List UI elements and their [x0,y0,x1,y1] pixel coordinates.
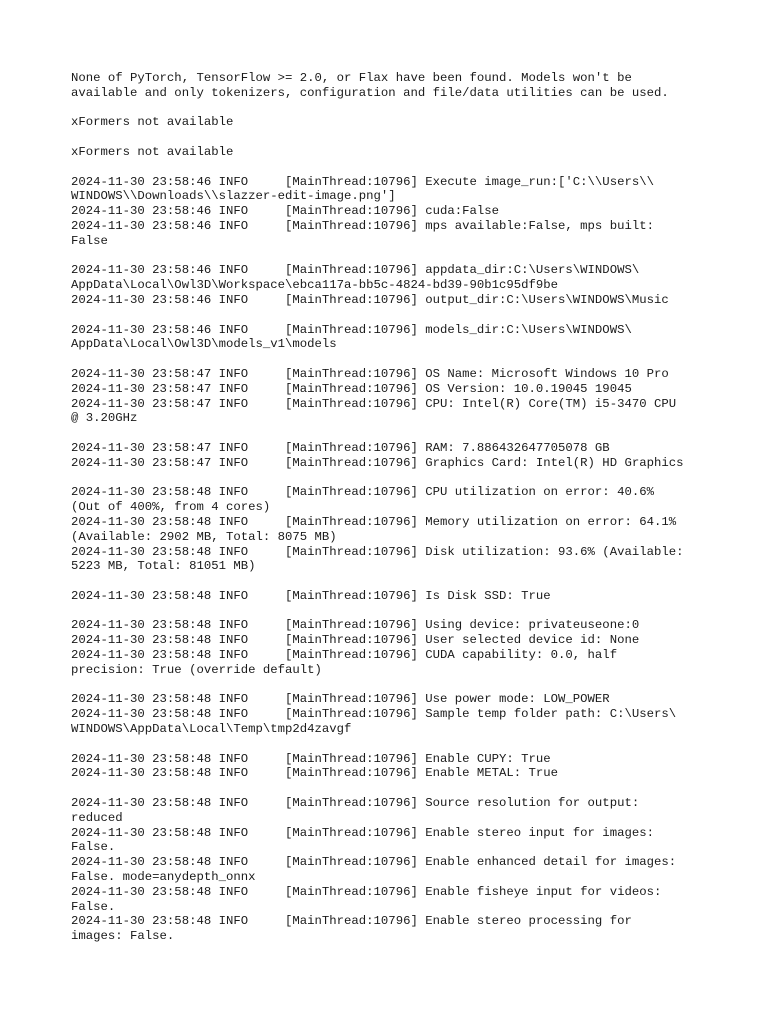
log-line: 2024-11-30 23:58:46 INFO [MainThread:10796] appdata_dir:C:\Users\WINDOWS\ [71,263,640,278]
log-line: 2024-11-30 23:58:48 INFO [MainThread:10796] Is Disk SSD: True [71,588,551,603]
log-line: 2024-11-30 23:58:46 INFO [MainThread:10796] mps available:False, mps built: [71,218,654,233]
blank-line [71,101,711,116]
log-line: 2024-11-30 23:58:47 INFO [MainThread:10796] OS Version: 10.0.19045 19045 [71,381,632,396]
blank-line [71,249,711,264]
log-line: 2024-11-30 23:58:48 INFO [MainThread:10796] Use power mode: LOW_POWER [71,692,610,707]
blank-line [71,737,711,752]
log-line: 2024-11-30 23:58:48 INFO [MainThread:10796] Enable CUPY: True [71,751,551,766]
blank-line [71,130,711,145]
log-text-block [71,71,711,944]
log-line: False [71,233,108,248]
log-line: None of PyTorch, TensorFlow >= 2.0, or Flax have been found. Models won't be [71,71,632,85]
blank-line [71,426,711,441]
log-line: 2024-11-30 23:58:48 INFO [MainThread:10796] Memory utilization on error: 64.1% [71,514,677,529]
log-line: 2024-11-30 23:58:46 INFO [MainThread:10796] output_dir:C:\Users\WINDOWS\Music [71,292,669,307]
blank-line [71,604,711,619]
log-line: False. mode=anydepth_onnx [71,870,256,885]
log-line: 2024-11-30 23:58:48 INFO [MainThread:10796] CPU utilization on error: 40.6% [71,485,654,500]
log-line: 5223 MB, Total: 81051 MB) [71,559,256,574]
log-line: reduced [71,810,123,825]
log-line: 2024-11-30 23:58:48 INFO [MainThread:10796] Enable METAL: True [71,766,559,781]
log-line: 2024-11-30 23:58:47 INFO [MainThread:10796] CPU: Intel(R) Core(TM) i5-3470 CPU [71,396,677,411]
log-line: 2024-11-30 23:58:48 INFO [MainThread:10796] CUDA capability: 0.0, half [71,648,618,663]
log-line: WINDOWS\AppData\Local\Temp\tmp2d4zavgf [71,722,352,737]
log-line: 2024-11-30 23:58:48 INFO [MainThread:10796] Enable stereo input for images: [71,825,654,840]
log-line: (Available: 2902 MB, Total: 8075 MB) [71,529,337,544]
log-line: False. [71,840,116,855]
log-line: 2024-11-30 23:58:46 INFO [MainThread:10796] models_dir:C:\Users\WINDOWS\ [71,322,632,337]
blank-line [71,574,711,589]
log-line: images: False. [71,929,175,944]
log-line: @ 3.20GHz [71,411,138,426]
log-line: available and only tokenizers, configuration and file/data utilities can be used. [71,85,669,100]
log-line: 2024-11-30 23:58:48 INFO [MainThread:10796] Disk utilization: 93.6% (Available: [71,544,684,559]
blank-line [71,471,711,486]
log-line: 2024-11-30 23:58:48 INFO [MainThread:10796] Enable fisheye input for videos: [71,884,662,899]
log-line: AppData\Local\Owl3D\Workspace\ebca117a-bb5c-4824-bd39-90b1c95df9be [71,278,559,293]
blank-line [71,352,711,367]
log-line: False. [71,899,116,914]
log-line: 2024-11-30 23:58:46 INFO [MainThread:10796] Execute image_run:['C:\\Users\\ [71,174,654,189]
log-line: 2024-11-30 23:58:48 INFO [MainThread:10796] Sample temp folder path: C:\Users\ [71,707,677,722]
log-line: 2024-11-30 23:58:48 INFO [MainThread:10796] Using device: privateuseone:0 [71,618,640,633]
log-line: 2024-11-30 23:58:48 INFO [MainThread:10796] Source resolution for output: [71,796,640,811]
log-line: WINDOWS\\Downloads\\slazzer-edit-image.png'] [71,189,396,204]
log-line: (Out of 400%, from 4 cores) [71,500,271,515]
blank-line [71,160,711,175]
log-line: 2024-11-30 23:58:48 INFO [MainThread:10796] Enable enhanced detail for images: [71,855,677,870]
blank-line [71,678,711,693]
log-line: precision: True (override default) [71,662,322,677]
log-line: xFormers not available [71,115,234,130]
log-line: 2024-11-30 23:58:47 INFO [MainThread:10796] Graphics Card: Intel(R) HD Graphics [71,455,684,470]
log-line: 2024-11-30 23:58:48 INFO [MainThread:10796] User selected device id: None [71,633,640,648]
log-line: 2024-11-30 23:58:46 INFO [MainThread:10796] cuda:False [71,204,500,219]
log-line: 2024-11-30 23:58:47 INFO [MainThread:10796] RAM: 7.886432647705078 GB [71,440,610,455]
log-line: xFormers not available [71,144,234,159]
blank-line [71,308,711,323]
log-line: 2024-11-30 23:58:47 INFO [MainThread:10796] OS Name: Microsoft Windows 10 Pro [71,366,669,381]
log-line: 2024-11-30 23:58:48 INFO [MainThread:10796] Enable stereo processing for [71,914,632,929]
blank-line [71,781,711,796]
log-line: AppData\Local\Owl3D\models_v1\models [71,337,337,352]
